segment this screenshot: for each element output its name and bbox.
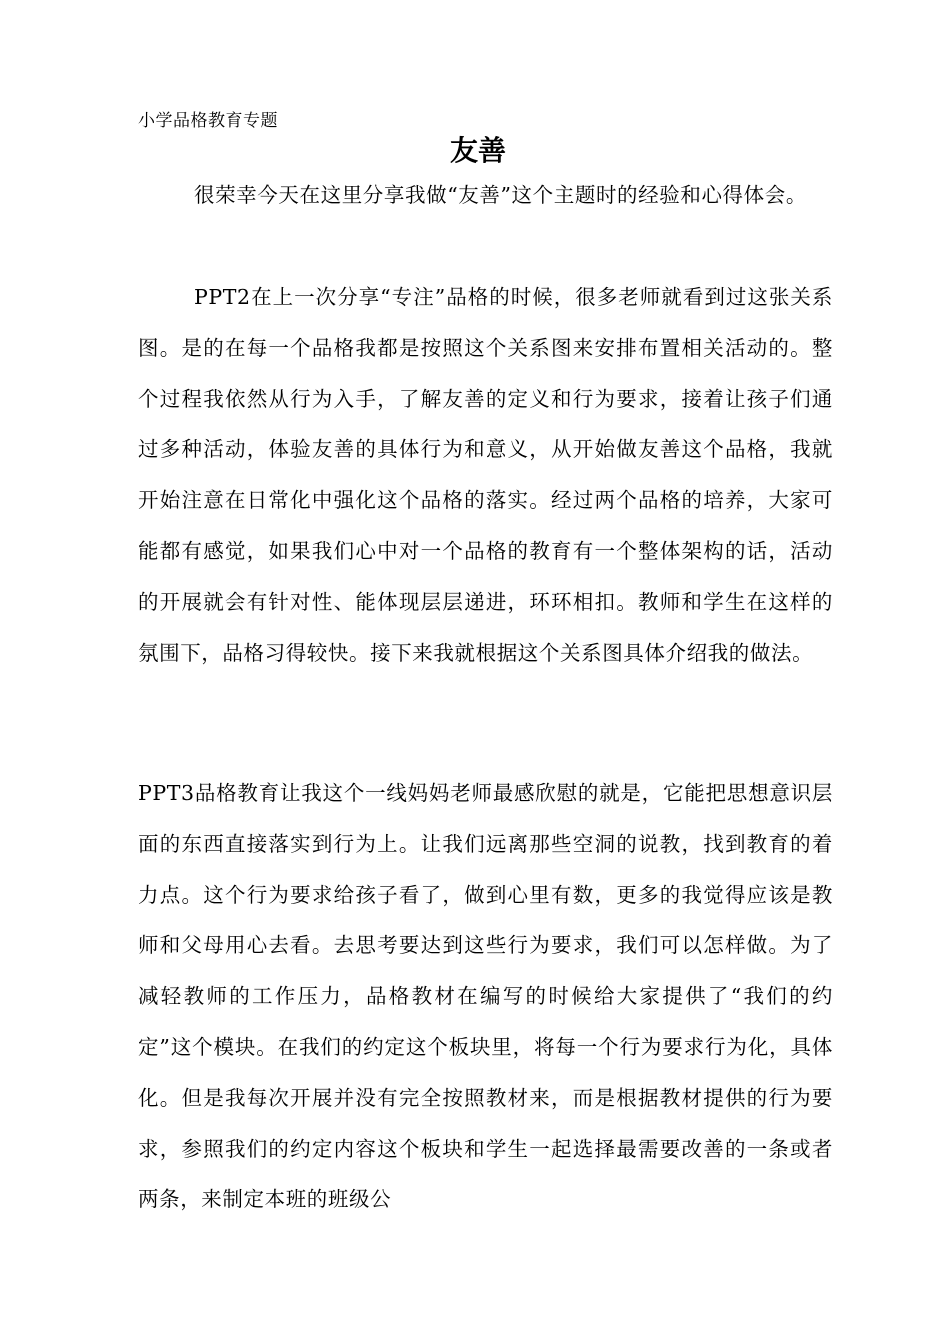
paragraph-ppt3: PPT3品格教育让我这个一线妈妈老师最感欣慰的就是，它能把思想意识层面的东西直接落实到行为上。让我们远离那些空洞的说教，找到教育的着力点。这个行为要求给孩子看了，做到心里有数，更多的我觉得应该是教师和父母用心去看。去思考要达到这些行为要求，我们可以怎样做。为了减轻教师的工作压力，品格教材在编写的时候给大家提供了“我们的约定”这个模块。在我们的约定这个板块里，将每一个行为要求行为化，具体化。但是我每次开展并没有完全按照教材来，而是根据教材提供的行为要求，参照我们的约定内容这个板块和学生一起选择最需要改善的一条或者两条，来制定本班的班级公 xyxy=(138,781,833,1212)
document-title: 友善 xyxy=(449,134,506,167)
document-header: 小学品格教育专题 xyxy=(138,111,278,131)
paragraph-intro: 很荣幸今天在这里分享我做“友善”这个主题时的经验和心得体会。 xyxy=(194,183,807,207)
paragraph-ppt2: PPT2在上一次分享“专注”品格的时候，很多老师就看到过这张关系图。是的在每一个品格我都是按照这个关系图来安排布置相关活动的。整个过程我依然从行为入手，了解友善的定义和行为要求，接着让孩子们通过多种活动，体验友善的具体行为和意义，从开始做友善这个品格，我就开始注意在日常化中强化这个品格的落实。经过两个品格的培养，大家可能都有感觉，如果我们心中对一个品格的教育有一个整体架构的话，活动的开展就会有针对性、能体现层层递进，环环相扣。教师和学生在这样的氛围下，品格习得较快。接下来我就根据这个关系图具体介绍我的做法。 xyxy=(138,285,833,665)
